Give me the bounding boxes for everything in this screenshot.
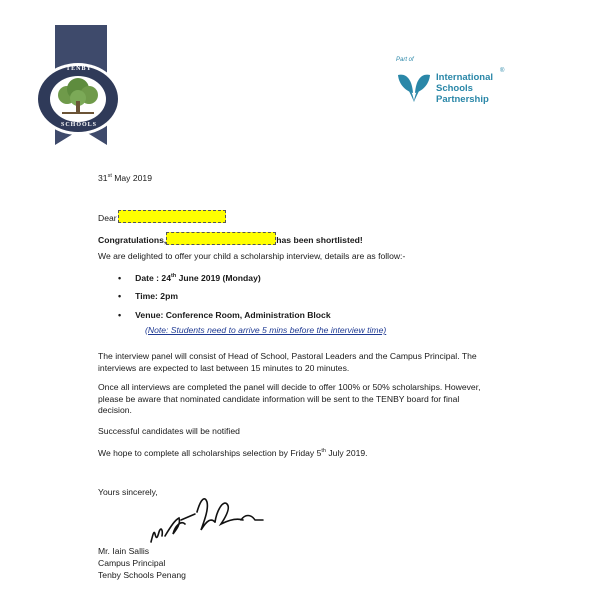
bullet-dot: • bbox=[118, 272, 122, 283]
isp-name-line-2: Schools bbox=[436, 83, 473, 94]
bullet-dot: • bbox=[118, 291, 122, 301]
letter-date bbox=[98, 171, 152, 184]
bullet-time bbox=[118, 291, 178, 302]
paragraph-completion bbox=[98, 446, 368, 459]
handwritten-signature bbox=[145, 490, 270, 552]
arrival-note: (Note: Students need to arrive 5 mins before the interview time) bbox=[145, 325, 387, 335]
time-text: Time: 2pm bbox=[135, 291, 178, 301]
closing: Yours sincerely, bbox=[98, 487, 158, 497]
congrats-start: Congratulations, bbox=[98, 235, 167, 245]
date-day: 31 bbox=[98, 172, 108, 183]
date-prefix: Date : 24 bbox=[135, 272, 171, 283]
date-rest: May 2019 bbox=[111, 172, 152, 183]
date-rest-bold: June 2019 (Monday) bbox=[176, 272, 261, 283]
venue-text: Venue: Conference Room, Administration Block bbox=[135, 310, 331, 320]
signatory-title: Campus Principal bbox=[98, 558, 166, 568]
dear-label: Dear bbox=[98, 213, 117, 223]
date-suffix: st bbox=[107, 173, 112, 179]
congrats-end: has been shortlisted! bbox=[276, 235, 363, 245]
isp-name-line-1: International bbox=[436, 72, 494, 83]
redacted-student-name bbox=[166, 232, 276, 245]
isp-name-line-3: Partnership bbox=[436, 94, 489, 105]
congratulations-line bbox=[98, 232, 363, 246]
bullet-date bbox=[118, 271, 261, 284]
isp-part-of: Part of bbox=[396, 57, 414, 63]
salutation bbox=[98, 210, 226, 224]
signatory-name: Mr. Iain Sallis bbox=[98, 546, 150, 556]
paragraph-panel: The interview panel will consist of Head of School, Pastoral Leaders and the Campus Principal. The interviews are expected to last between 15 minutes to 20 minutes. bbox=[98, 351, 477, 373]
completion-prefix: We hope to complete all scholarships selection by Friday 5 bbox=[98, 447, 322, 458]
signatory-org: Tenby Schools Penang bbox=[98, 570, 186, 580]
completion-th: th bbox=[321, 448, 326, 454]
isp-logo bbox=[396, 57, 526, 113]
isp-leaf-icon bbox=[396, 69, 432, 103]
logo-text-top: TENBY bbox=[66, 66, 92, 72]
intro-text: We are delighted to offer your child a scholarship interview, details are as follow:- bbox=[98, 251, 406, 261]
date-th: th bbox=[170, 273, 177, 279]
paragraph-notified: Successful candidates will be notified bbox=[98, 426, 240, 436]
isp-trademark: ® bbox=[500, 68, 505, 74]
paragraph-scholarships: Once all interviews are completed the panel will decide to offer 100% or 50% scholarships. However, please be aware that nominated candidate information will be sent to the TENBY board for final decision. bbox=[98, 382, 481, 415]
logo-text-bottom: SCHOOLS bbox=[60, 122, 97, 128]
redacted-recipient-name bbox=[118, 210, 226, 223]
tenby-logo bbox=[32, 25, 128, 147]
bullet-venue bbox=[118, 310, 331, 321]
completion-rest: July 2019. bbox=[326, 447, 368, 458]
bullet-dot: • bbox=[118, 310, 122, 320]
